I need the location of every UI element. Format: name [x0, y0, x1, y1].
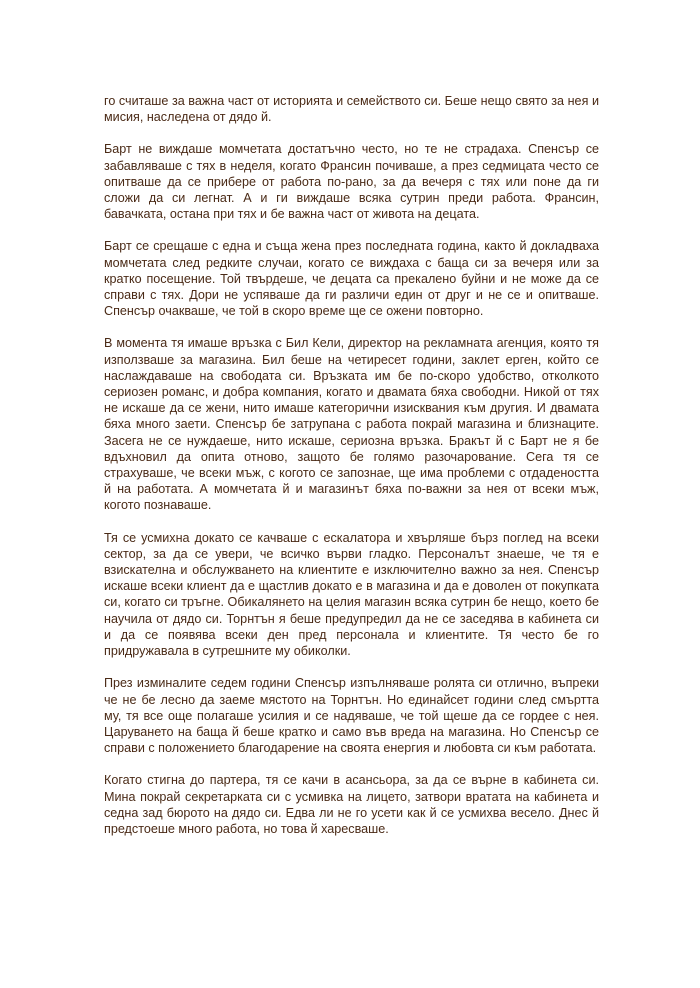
page-body-text	[104, 93, 599, 853]
paragraph: Тя се усмихна докато се качваше с ескалатора и хвърляше бърз поглед на всеки сектор, за да се увери, че всичко върви гладко. Персоналът знаеше, че тя е взискателна и обслужването на клиентите е изключително важно за нея. Спенсър искаше всеки клиент да е щастлив докато е в магазина и да е доволен от покупката си, когато си тръгне. Обикалянето на целия магазин всяка сутрин бе нещо, което бе научила от дядо си. Торнтън я беше предупредил да не се заседява в кабинета си и да се появява всеки ден пред персонала и клиентите. Тя често бе го придружавала в сутрешните му обиколки.	[104, 530, 599, 659]
paragraph: Барт се срещаше с една и съща жена през последната година, както й докладваха момчетата след редките случаи, когато се виждаха с баща си за вечеря или за кратко посещение. Той твърдеше, че децата са прекалено буйни и не може да се справи с тях. Дори не успяваше да ги различи един от друг и не се и опитваше. Спенсър очакваше, че той в скоро време ще се ожени повторно.	[104, 239, 599, 319]
paragraph: В момента тя имаше връзка с Бил Кели, директор на рекламната агенция, която тя използваше за магазина. Бил беше на четиресет години, заклет ерген, който се наслаждаваше на свободата си. Връзката им бе по-скоро удобство, отколкото сериозен романс, и добра компания, когато и двамата бяха свободни. Никой от тях не искаше да се жени, нито имаше категорични изисквания към другия. И двамата бяха много заети. Спенсър бе затрупана с работа покрай магазина и близнаците. Засега не се нуждаеше, нито искаше, сериозна връзка. Бракът й с Барт не я бе вдъхновил да опита отново, защото бе голямо разочарование. Сега тя се страхуваше, че всеки мъж, с когото се запознае, ще има проблеми с отдадеността й на работата. А момчетата й и магазинът бяха по-важни за нея от всеки мъж, когото познаваше.	[104, 336, 599, 513]
paragraph: Барт не виждаше момчетата достатъчно често, но те не страдаха. Спенсър се забавляваше с тях в неделя, когато Франсин почиваше, а през седмицата често се опитваше да се прибере от работа по-рано, за да вечеря с тях или поне да ги сложи да си легнат. А и ги виждаше всяка сутрин преди работа. Франсин, бавачката, остана при тях и бе важна част от живота на децата.	[104, 142, 599, 222]
paragraph: През изминалите седем години Спенсър изпълняваше ролята си отлично, въпреки че не бе лесно да заеме мястото на Торнтън. Но единайсет години след смъртта му, тя все още полагаше усилия и се надяваше, че той щеше да се гордее с нея. Царуването на баща й беше кратко и само във вреда на магазина. Но Спенсър се справи с положението благодарение на своята енергия и любовта си към работата.	[104, 676, 599, 756]
paragraph: го считаше за важна част от историята и семейството си. Беше нещо свято за нея и мисия, наследена от дядо й.	[104, 94, 599, 125]
paragraph: Когато стигна до партера, тя се качи в асансьора, за да се върне в кабинета си. Мина покрай секретарката си с усмивка на лицето, затвори вратата на кабинета и седна зад бюрото на дядо си. Едва ли не го усети как й се усмихва весело. Днес й предстоеше много работа, но това й харесваше.	[104, 773, 599, 836]
